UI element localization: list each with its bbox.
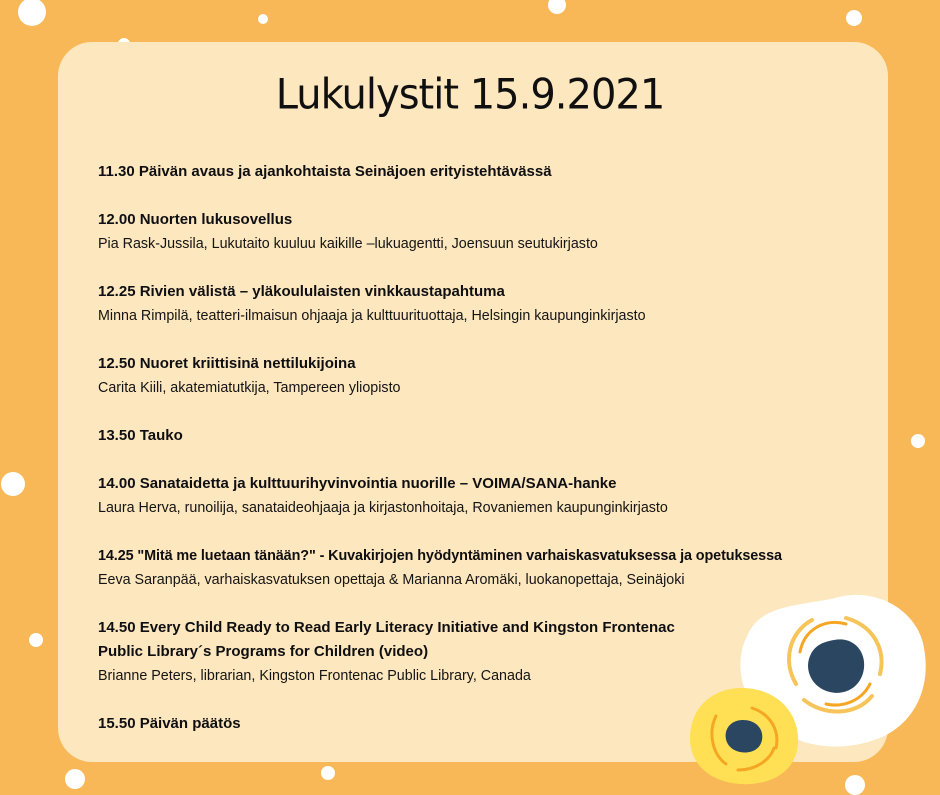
page-title: Lukulystit 15.9.2021: [275, 70, 665, 120]
agenda-item-detail: Brianne Peters, librarian, Kingston Frontenac Public Library, Canada: [98, 668, 531, 684]
agenda-item-detail: Minna Rimpilä, teatteri-ilmaisun ohjaaja ja kulttuurituottaja, Helsingin kaupunginkirjasto: [98, 308, 646, 324]
agenda-item-heading: 11.30 Päivän avaus ja ajankohtaista Seinäjoen erityistehtävässä: [98, 163, 552, 180]
agenda-item-heading: 13.50 Tauko: [98, 427, 183, 444]
agenda-item-detail: Carita Kiili, akatemiatutkija, Tampereen yliopisto: [98, 380, 401, 396]
agenda-item-heading: 15.50 Päivän päätös: [98, 715, 241, 732]
agenda-item-heading: 14.00 Sanataidetta ja kulttuurihyvinvointia nuorille – VOIMA/SANA-hanke: [98, 475, 617, 492]
agenda-item-detail: Laura Herva, runoilija, sanataideohjaaja ja kirjastonhoitaja, Rovaniemen kaupunginkirjasto: [98, 500, 668, 516]
agenda-item-heading: 14.25 "Mitä me luetaan tänään?" - Kuvakirjojen hyödyntäminen varhaiskasvatuksessa ja opetuksessa: [98, 548, 782, 564]
agenda-item-heading: 14.50 Every Child Ready to Read Early Literacy Initiative and Kingston Frontenac: [98, 619, 675, 636]
agenda-item-detail: Pia Rask-Jussila, Lukutaito kuuluu kaikille –lukuagentti, Joensuun seutukirjasto: [98, 236, 598, 252]
agenda-item-heading-continued: Public Library´s Programs for Children (video): [98, 643, 429, 660]
agenda-item-detail: Eeva Saranpää, varhaiskasvatuksen opettaja & Marianna Aromäki, luokanopettaja, Seinäjoki: [98, 572, 685, 588]
agenda-item-heading: 12.00 Nuorten lukusovellus: [98, 211, 293, 228]
agenda-item-heading: 12.25 Rivien välistä – yläkoululaisten vinkkaustapahtuma: [98, 283, 505, 300]
agenda-item-heading: 12.50 Nuoret kriittisinä nettilukijoina: [98, 355, 356, 372]
